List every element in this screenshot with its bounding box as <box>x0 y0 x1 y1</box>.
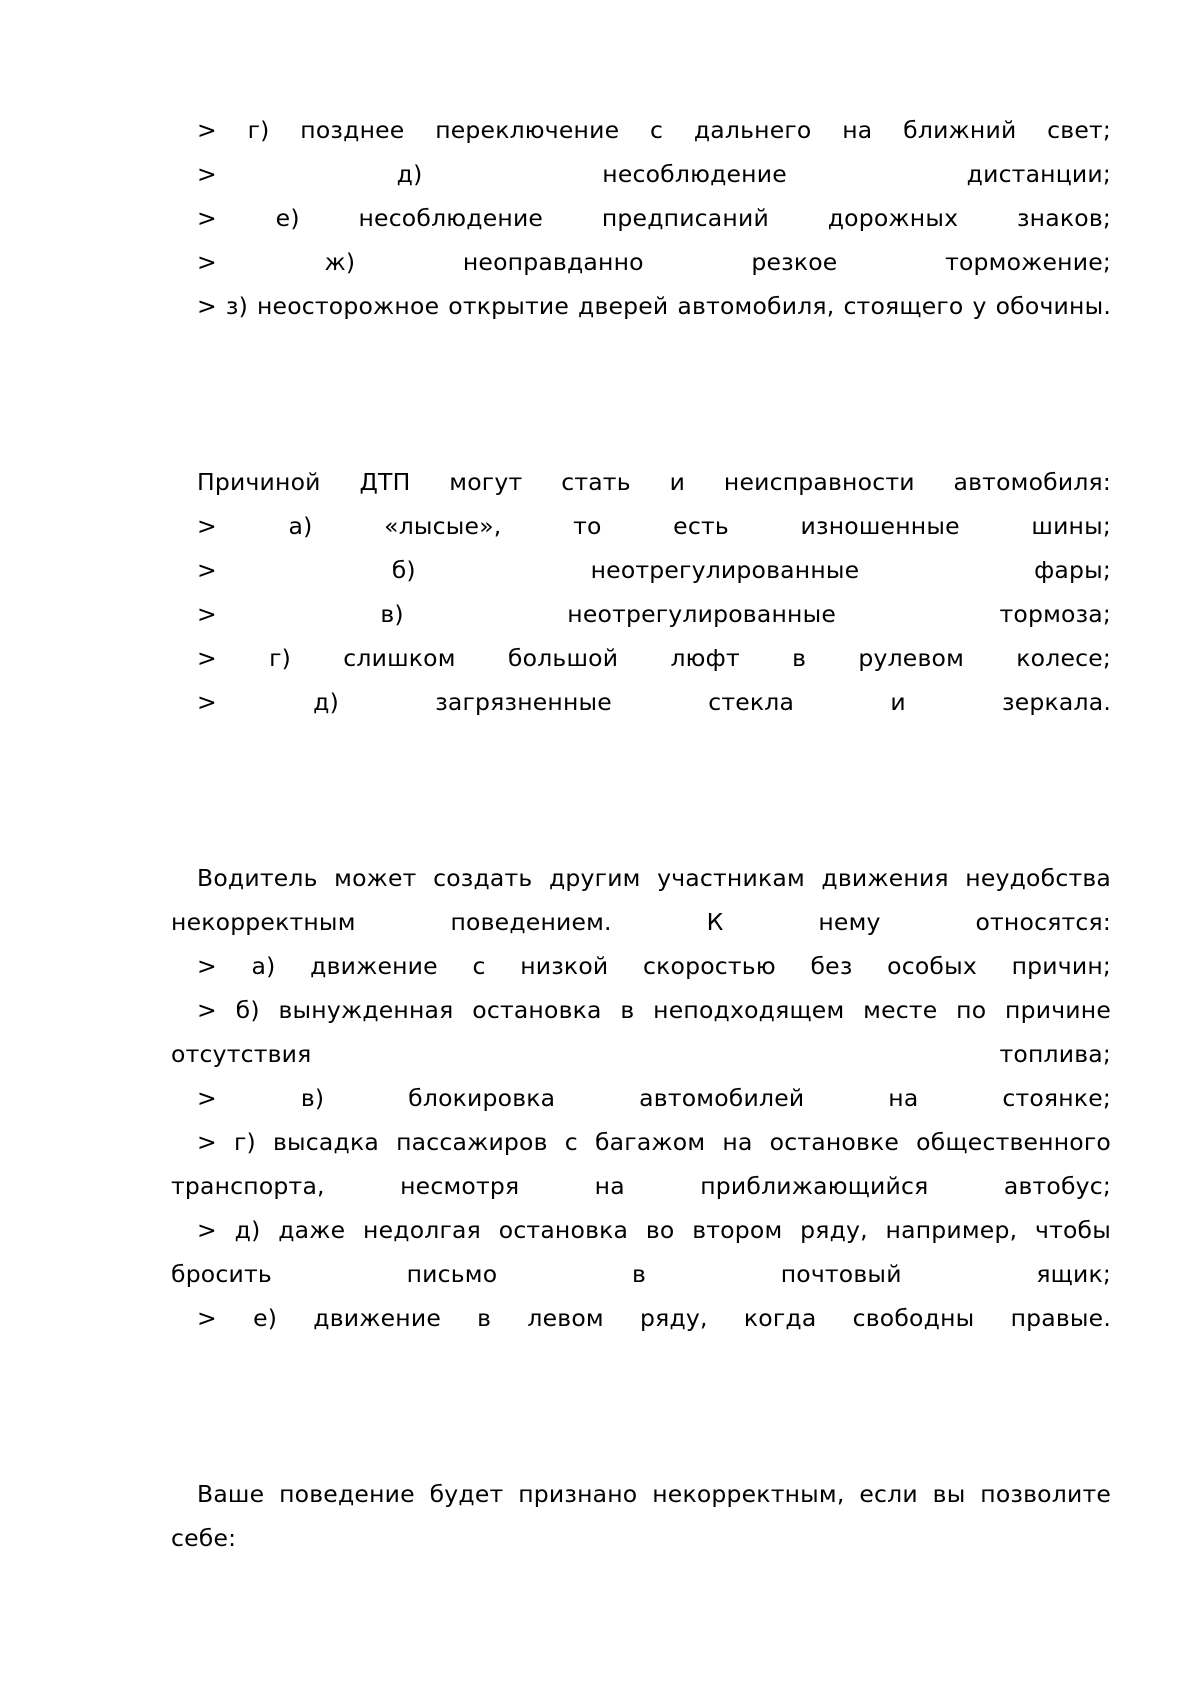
list-item: > ж) неоправданно резкое торможение; <box>197 248 1111 276</box>
section-vehicle-faults <box>171 460 1111 724</box>
spacer <box>171 724 1111 856</box>
list-item: > б) вынужденная остановка в неподходящем месте по причине отсутствия топлива; <box>171 996 1111 1068</box>
paragraph-intro: Причиной ДТП могут стать и неисправности автомобиля: <box>197 468 1111 496</box>
list-item: > д) загрязненные стекла и зеркала. <box>197 688 1111 716</box>
paragraph-intro: Ваше поведение будет признано некорректным, если вы позволите себе: <box>171 1480 1111 1552</box>
list-item: > д) несоблюдение дистанции; <box>197 160 1111 188</box>
list-item: > в) неотрегулированные тормоза; <box>197 600 1111 628</box>
list-item: > а) движение с низкой скоростью без особых причин; <box>197 952 1111 980</box>
spacer <box>171 1340 1111 1472</box>
section-behavior-intro <box>171 1472 1111 1560</box>
paragraph-intro: Водитель может создать другим участникам движения неудобства некорректным поведением. К нему относятся: <box>171 864 1111 936</box>
list-item: > г) высадка пассажиров с багажом на остановке общественного транспорта, несмотря на приближающийся автобус; <box>171 1128 1111 1200</box>
list-item: > г) слишком большой люфт в рулевом колесе; <box>197 644 1111 672</box>
spacer <box>171 328 1111 460</box>
list-item: > е) несоблюдение предписаний дорожных знаков; <box>197 204 1111 232</box>
list-item: > в) блокировка автомобилей на стоянке; <box>197 1084 1111 1112</box>
document-body <box>171 108 1111 1560</box>
list-item: > д) даже недолгая остановка во втором ряду, например, чтобы бросить письмо в почтовый ящик; <box>171 1216 1111 1288</box>
list-item: > г) позднее переключение с дальнего на ближний свет; <box>197 116 1111 144</box>
list-driver-errors <box>171 108 1111 328</box>
section-incorrect-behavior <box>171 856 1111 1340</box>
list-item: > з) неосторожное открытие дверей автомобиля, стоящего у обочины. <box>197 292 1111 320</box>
list-item: > е) движение в левом ряду, когда свободны правые. <box>197 1304 1111 1332</box>
list-item: > а) «лысые», то есть изношенные шины; <box>197 512 1111 540</box>
list-item: > б) неотрегулированные фары; <box>197 556 1111 584</box>
